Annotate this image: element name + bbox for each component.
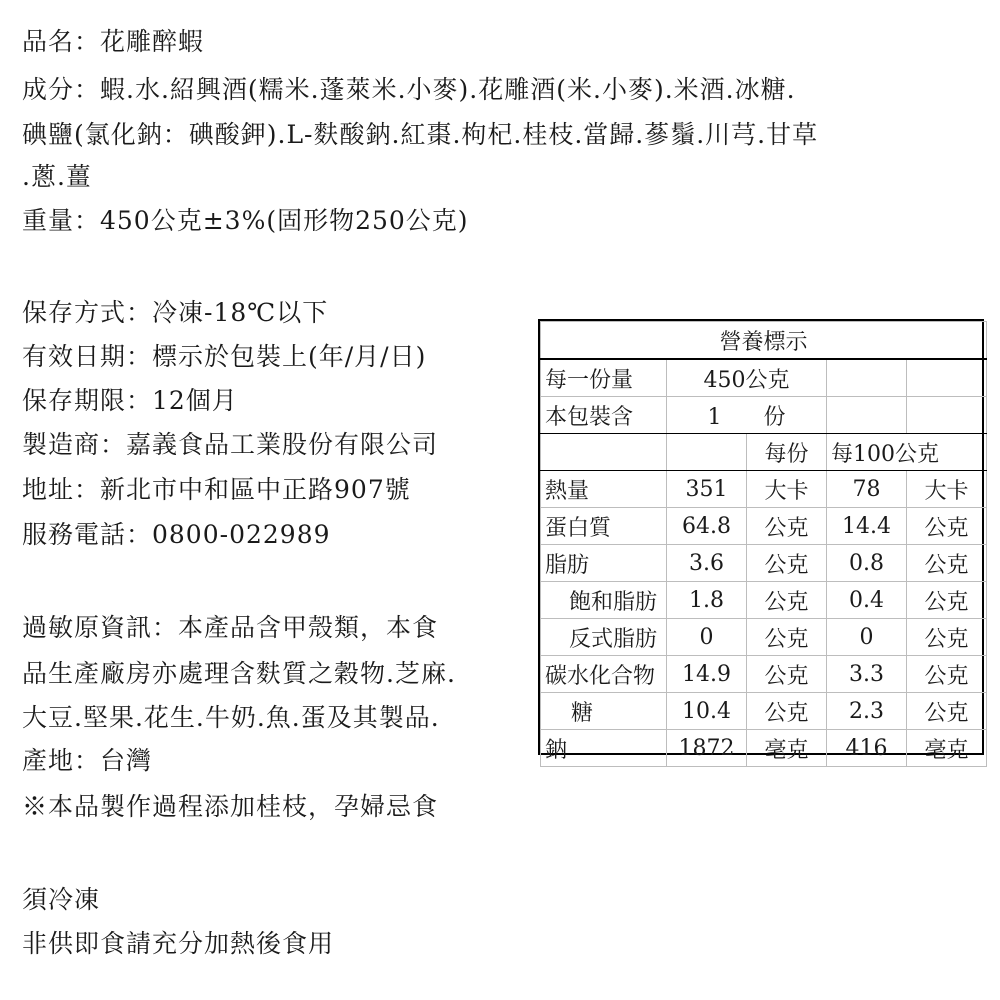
serving-size-value: 450公克 [667,359,827,397]
per-100g-unit: 公克 [907,545,987,582]
per-100g-value: 78 [827,471,907,508]
per-100g-value: 2.3 [827,693,907,730]
per-serving-unit: 公克 [747,582,827,619]
per-100g-unit: 公克 [907,693,987,730]
nutrition-title: 營養標示 [541,322,987,360]
nutrient-row [541,508,987,545]
allergen-line-3: 大豆.堅果.花生.牛奶.魚.蛋及其製品. [22,703,440,732]
per-serving-unit: 公克 [747,619,827,656]
nutrient-name: 鈉 [541,730,667,767]
per-100g-unit: 公克 [907,582,987,619]
per-serving-header: 每份 [747,434,827,471]
per-100g-value: 0.4 [827,582,907,619]
per-serving-value: 14.9 [667,656,747,693]
per-100g-unit: 大卡 [907,471,987,508]
nutrition-facts-table [538,319,984,763]
ingredients-line-3: .蔥.薑 [22,162,92,191]
per-serving-unit: 公克 [747,508,827,545]
nutrient-name: 熱量 [541,471,667,508]
ingredients-line-2: 碘鹽(氯化鈉：碘酸鉀).L-麩酸鈉.紅棗.枸杞.桂枝.當歸.蔘鬚.川芎.甘草 [22,120,819,149]
per-100g-unit: 公克 [907,619,987,656]
per-100g-value: 0.8 [827,545,907,582]
allergen-line-1: 過敏原資訊：本產品含甲殼類，本食 [22,613,439,642]
servings-unit: 份 [763,404,786,430]
nutrient-row [541,471,987,508]
nutrient-name: 蛋白質 [541,508,667,545]
per-100g-header: 每100公克 [827,434,987,471]
per-serving-unit: 公克 [747,693,827,730]
per-100g-value: 0 [827,619,907,656]
per-100g-unit: 公克 [907,508,987,545]
nutrient-name: 反式脂肪 [541,619,667,656]
per-serving-value: 351 [667,471,747,508]
nutrient-name: 飽和脂肪 [541,582,667,619]
manufacturer: 製造商：嘉義食品工業股份有限公司 [22,430,439,459]
nutrient-row [541,582,987,619]
allergen-line-2: 品生產廠房亦處理含麩質之穀物.芝麻. [22,659,456,688]
origin: 產地：台灣 [22,746,153,775]
per-serving-unit: 公克 [747,545,827,582]
nutrient-row [541,656,987,693]
nutrient-name: 脂肪 [541,545,667,582]
expiry-date: 有效日期：標示於包裝上(年/月/日) [22,342,427,371]
nutrient-name: 糖 [541,693,667,730]
serving-size-row [541,359,987,397]
per-serving-value: 10.4 [667,693,747,730]
per-serving-value: 1872 [667,730,747,767]
storage-method: 保存方式：冷凍-18℃以下 [22,298,329,327]
servings-label: 本包裝含 [541,397,667,434]
service-phone: 服務電話：0800-022989 [22,520,331,549]
net-weight: 重量：450公克±3%(固形物250公克) [22,206,469,235]
serving-size-label: 每一份量 [541,359,667,397]
per-serving-value: 64.8 [667,508,747,545]
per-100g-value: 14.4 [827,508,907,545]
nutrition-title-row [541,322,987,360]
pregnancy-warning: ※本品製作過程添加桂枝，孕婦忌食 [22,792,439,821]
per-100g-value: 416 [827,730,907,767]
per-serving-value: 0 [667,619,747,656]
per-serving-unit: 毫克 [747,730,827,767]
column-header-row [541,434,987,471]
nutrient-row [541,545,987,582]
per-serving-unit: 公克 [747,656,827,693]
servings-value: 1 [707,404,722,430]
product-name: 品名：花雕醉蝦 [22,27,205,56]
nutrient-name: 碳水化合物 [541,656,667,693]
address: 地址：新北市中和區中正路907號 [22,475,411,504]
nutrient-row [541,730,987,767]
per-100g-value: 3.3 [827,656,907,693]
ingredients-line-1: 成分：蝦.水.紹興酒(糯米.蓬萊米.小麥).花雕酒(米.小麥).米酒.冰糖. [22,75,796,104]
per-serving-value: 3.6 [667,545,747,582]
nutrient-row [541,619,987,656]
per-100g-unit: 公克 [907,656,987,693]
servings-per-package-row [541,397,987,434]
nutrient-row [541,693,987,730]
shelf-life: 保存期限：12個月 [22,386,238,415]
heating-note: 非供即食請充分加熱後食用 [22,929,335,958]
per-serving-value: 1.8 [667,582,747,619]
frozen-note: 須冷凍 [22,885,101,914]
per-100g-unit: 毫克 [907,730,987,767]
per-serving-unit: 大卡 [747,471,827,508]
